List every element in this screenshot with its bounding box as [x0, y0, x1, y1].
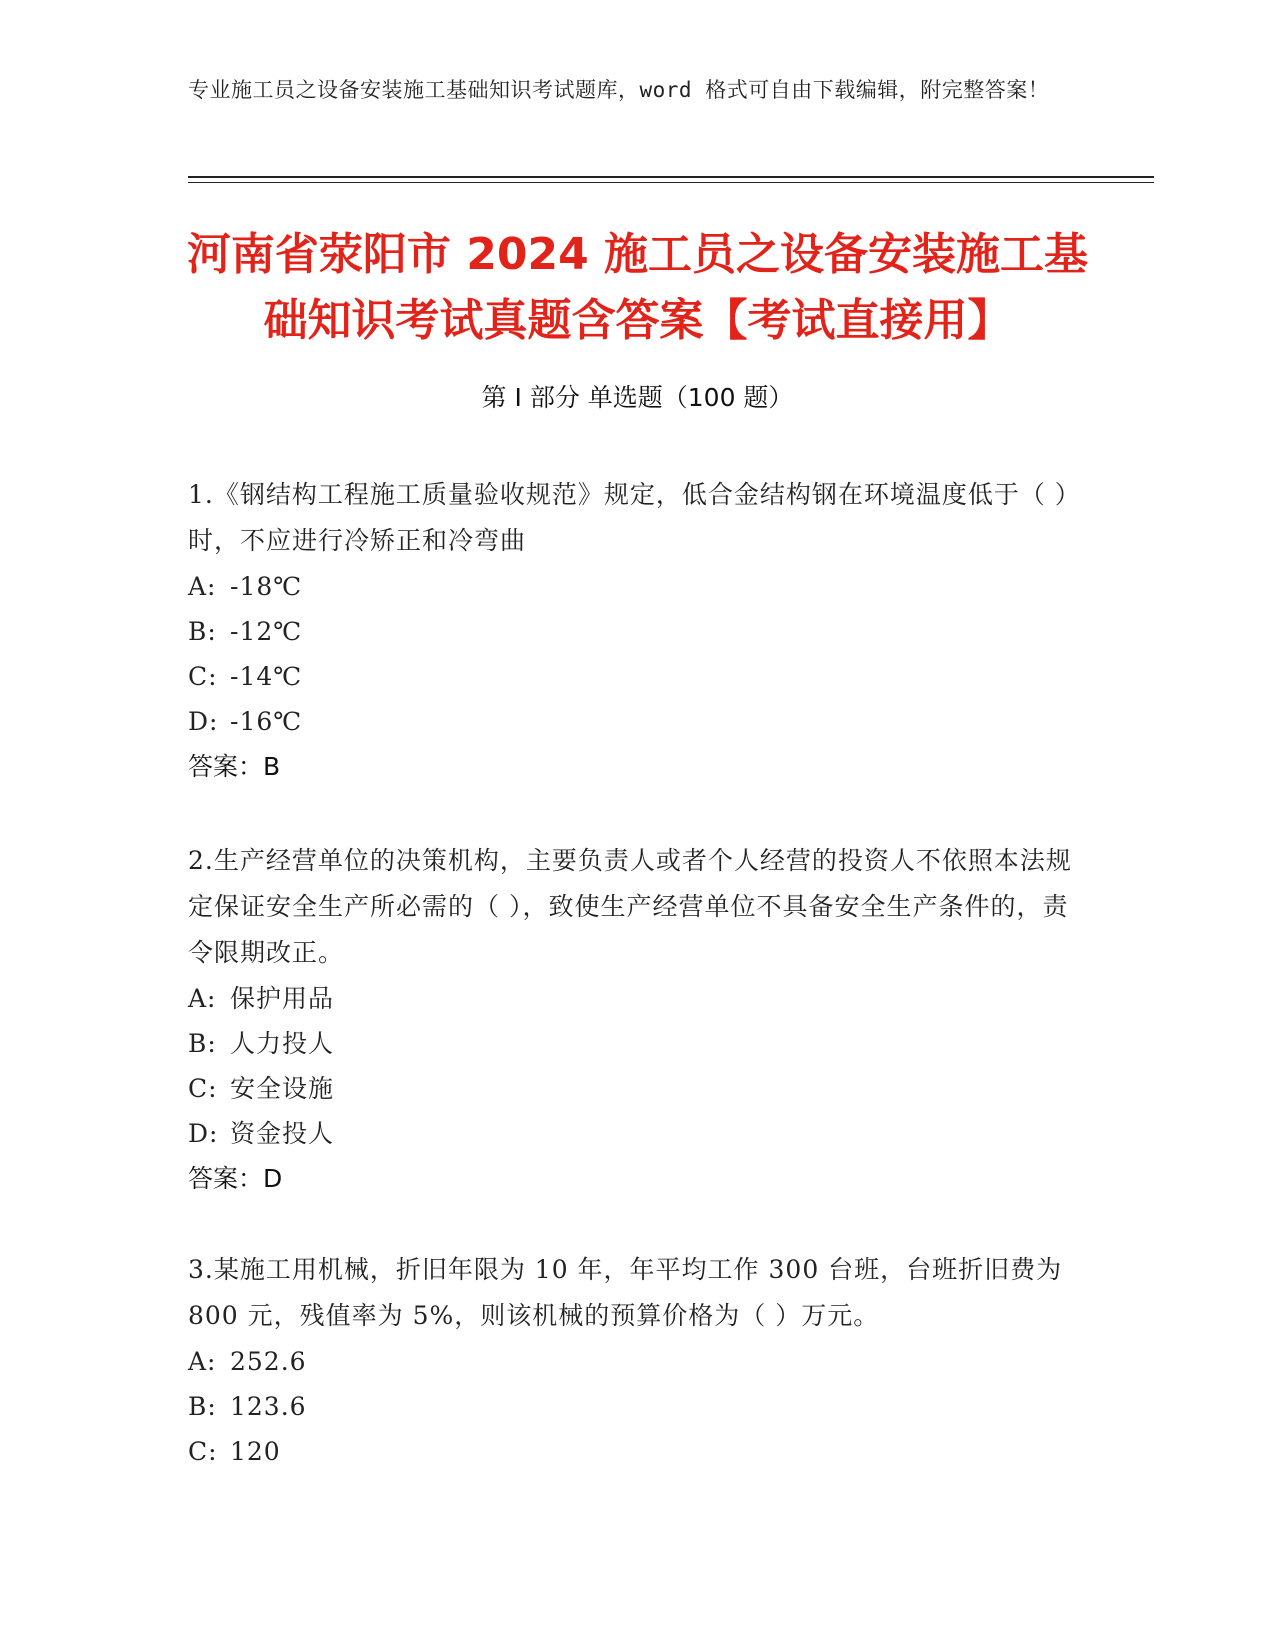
header-divider-thin — [188, 182, 1154, 183]
option-label: A: — [188, 1347, 217, 1376]
option-label: B: — [188, 1029, 217, 1058]
option-label: C: — [188, 1074, 218, 1103]
option-a — [188, 976, 1088, 1021]
document-title: 河南省荥阳市 2024 施工员之设备安装施工基础知识考试真题含答案【考试直接用】 — [186, 229, 1089, 346]
option-label: A: — [188, 984, 217, 1013]
option-a — [188, 1339, 1088, 1384]
option-label: B: — [188, 1392, 217, 1421]
option-b — [188, 1384, 1088, 1429]
option-text: 252.6 — [230, 1347, 307, 1376]
option-label: D: — [188, 707, 219, 736]
option-text: 安全设施 — [230, 1074, 335, 1103]
header-divider — [188, 176, 1154, 178]
option-text: 资金投人 — [230, 1119, 335, 1148]
option-text: -14℃ — [230, 662, 303, 691]
option-text: 123.6 — [230, 1392, 307, 1421]
answer-line: 答案：D — [188, 1164, 283, 1193]
question-2 — [188, 838, 1088, 1202]
option-c — [188, 654, 1088, 699]
option-text: -16℃ — [230, 707, 303, 736]
question-1 — [188, 472, 1088, 790]
header-note: 专业施工员之设备安装施工基础知识考试题库，word 格式可自由下载编辑，附完整答案！ — [188, 78, 1050, 102]
option-label: C: — [188, 1437, 218, 1466]
option-c — [188, 1066, 1088, 1111]
question-stem: 1.《钢结构工程施工质量验收规范》规定，低合金结构钢在环境温度低于（ ）时，不应进行冷矫正和冷弯曲 — [188, 480, 1081, 555]
option-d — [188, 699, 1088, 744]
option-b — [188, 1021, 1088, 1066]
option-text: -18℃ — [230, 572, 303, 601]
option-text: -12℃ — [230, 617, 303, 646]
option-text: 人力投人 — [230, 1029, 335, 1058]
option-label: A: — [188, 572, 217, 601]
option-c — [188, 1429, 1088, 1474]
option-label: B: — [188, 617, 217, 646]
answer-line: 答案：B — [188, 752, 281, 781]
option-b — [188, 609, 1088, 654]
option-text: 保护用品 — [230, 984, 335, 1013]
option-text: 120 — [230, 1437, 281, 1466]
section-title: 第 I 部分 单选题（100 题） — [481, 383, 794, 412]
question-stem: 2.生产经营单位的决策机构，主要负责人或者个人经营的投资人不依照本法规定保证安全生产所必需的（ ），致使生产经营单位不具备安全生产条件的，责令限期改正。 — [188, 846, 1072, 967]
option-d — [188, 1111, 1088, 1156]
option-label: C: — [188, 662, 218, 691]
question-stem: 3.某施工用机械，折旧年限为 10 年，年平均工作 300 台班，台班折旧费为 800 元，残值率为 5%，则该机械的预算价格为（ ）万元。 — [188, 1255, 1063, 1330]
option-label: D: — [188, 1119, 219, 1148]
question-3 — [188, 1247, 1088, 1474]
option-a — [188, 564, 1088, 609]
